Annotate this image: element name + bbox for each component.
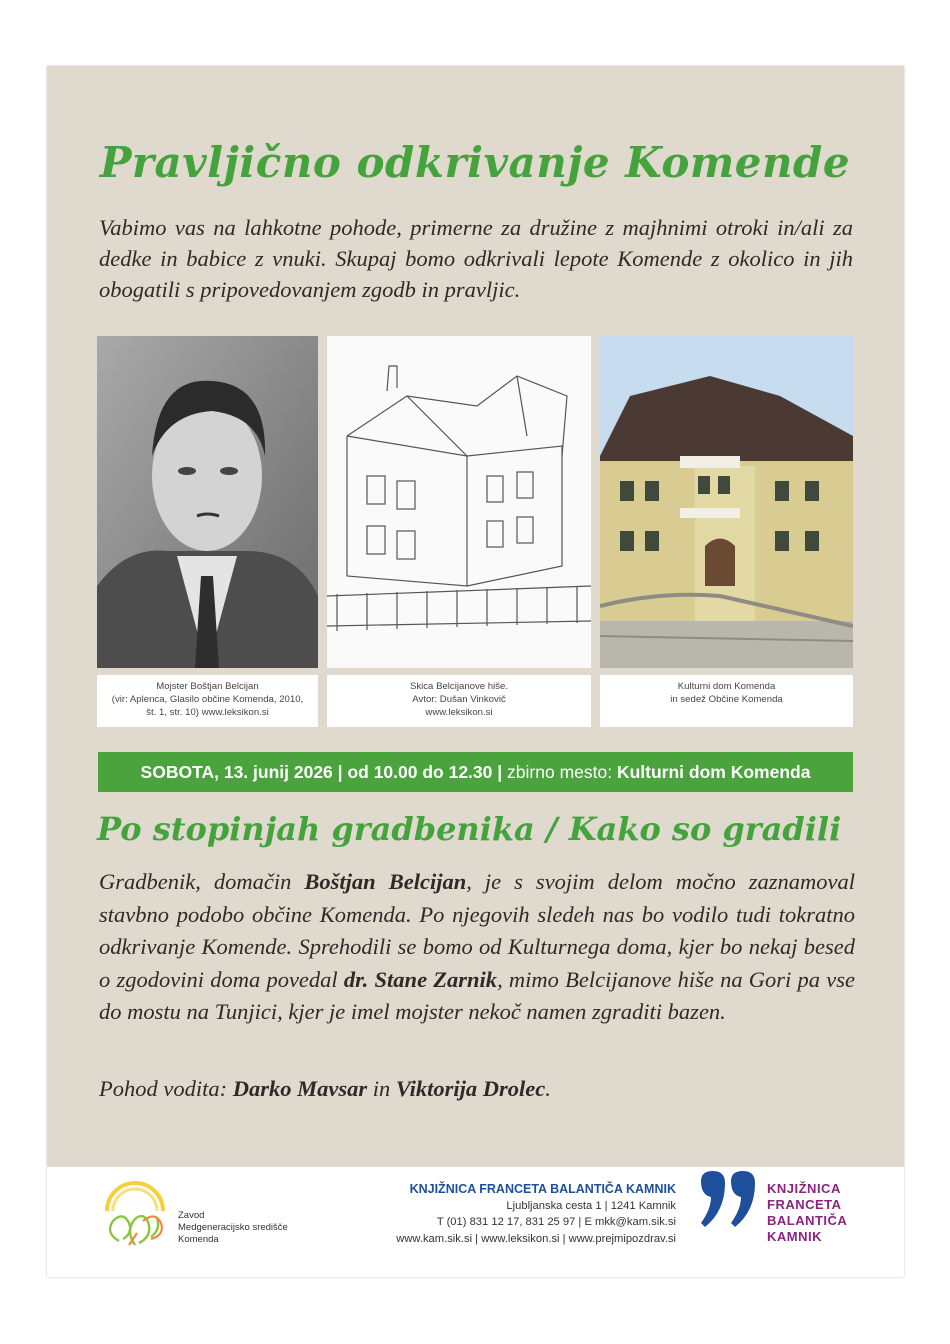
portrait-caption (97, 675, 318, 727)
tree-sun-logo-icon (99, 1181, 171, 1253)
logo-line: KNJIŽNICA (767, 1181, 841, 1196)
leader-name: Darko Mavsar (232, 1076, 368, 1101)
intro-text: Vabimo vas na lahkotne pohode, primerne za družine z majhnimi otroki in/ali za dedke in babice z vnuki. Skupaj bomo odkrivali lepote Komende z okolico in jih obogatili s pripovedovanjem zgodb in pravljic. (99, 215, 853, 302)
leaders-prefix: Pohod vodita: (99, 1076, 233, 1101)
meeting-label: zbirno mesto: (507, 762, 613, 782)
quotation-mark-logo-icon (697, 1171, 761, 1241)
cultural-house-photo (600, 336, 853, 668)
separator: | (337, 762, 343, 782)
separator: | (497, 762, 503, 782)
leaders-suffix: . (545, 1076, 551, 1101)
body-segment: , mimo Belcijanove hiše na Gori pa vse do mostu na Tunjici, kjer je imel mojster nekoč namen zgraditi bazen. (99, 966, 856, 1024)
portrait-photo (97, 336, 318, 668)
meeting-place: Kulturni dom Komenda (616, 762, 811, 782)
hike-leaders (99, 1076, 855, 1102)
caption-line: Avtor: Dušan Vinkovič (412, 694, 506, 705)
body-segment: Gradbenik, domačin (99, 869, 305, 894)
caption-line: Kulturni dom Komenda (677, 681, 776, 692)
event-time: od 10.00 do 12.30 (347, 762, 493, 782)
body-text (99, 866, 855, 1029)
library-logo-text (767, 1181, 847, 1245)
library-websites[interactable]: www.kam.sik.si | www.leksikon.si | www.prejmipozdrav.si (396, 1232, 676, 1245)
page-title: Pravljično odkrivanje Komende (99, 138, 851, 187)
org-name-line: Medgeneracijsko središče (178, 1222, 288, 1233)
org-name-line: Zavod (178, 1210, 205, 1221)
caption-line: Skica Belcijanove hiše. (409, 681, 509, 692)
logo-line: KAMNIK (767, 1229, 822, 1244)
house-sketch (327, 336, 591, 668)
org-name (178, 1210, 288, 1246)
library-phone-email: T (01) 831 12 17, 831 25 97 | E mkk@kam.sik.si (436, 1216, 676, 1228)
caption-line: (vir: Aplenca, Glasilo občine Komenda, 2010, (111, 694, 304, 705)
logo-line: FRANCETA (767, 1197, 842, 1212)
builder-name: Boštjan Belcijan (304, 869, 467, 894)
event-info-band (98, 752, 853, 792)
caption-line: Mojster Boštjan Belcijan (156, 681, 259, 692)
sketch-caption (327, 675, 591, 727)
event-date: SOBOTA, 13. junij 2026 (140, 762, 333, 782)
footer (47, 1167, 904, 1277)
library-contact (396, 1181, 676, 1247)
caption-line: št. 1, str. 10) www.leksikon.si (146, 707, 269, 718)
cultural-house-caption (600, 675, 853, 727)
library-title: KNJIŽNICA FRANCETA BALANTIČA KAMNIK (409, 1182, 676, 1196)
section-title: Po stopinjah gradbenika / Kako so gradili (97, 810, 842, 848)
caption-line: in sedež Občine Komenda (670, 694, 783, 705)
library-address: Ljubljanska cesta 1 | 1241 Kamnik (506, 1199, 676, 1212)
caption-line: www.leksikon.si (425, 707, 493, 718)
leader-name: Viktorija Drolec (395, 1076, 546, 1101)
leaders-joiner: in (367, 1076, 396, 1101)
logo-line: BALANTIČA (767, 1213, 848, 1228)
speaker-name: dr. Stane Zarnik (343, 966, 498, 992)
body-segment: , je s svojim delom močno zaznamoval stavbno podobo občine Komenda. Po njegovih sledeh nas bo vodilo tudi tokratno odkrivanje Komende. Sprehodili se bomo od Kulturnega doma, kjer bo nekaj besed o zgodovini doma povedal (99, 869, 855, 992)
org-name-line: Komenda (178, 1234, 219, 1245)
poster (47, 66, 904, 1277)
